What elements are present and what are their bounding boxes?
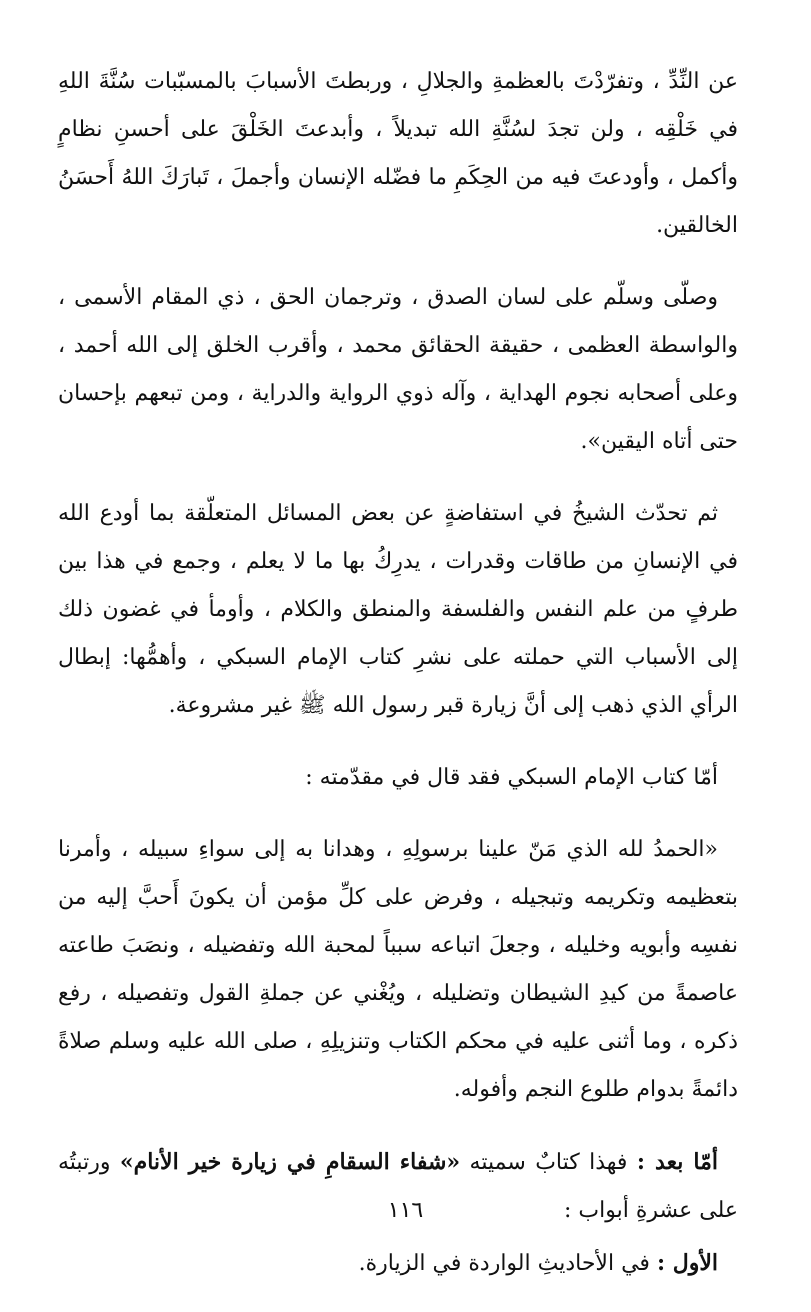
chapter-one-label: الأول : (656, 1250, 718, 1276)
amma-baad-text-1: فهذا كتابٌ سميته (460, 1150, 637, 1175)
amma-baad-text-2: ورتبتُه على عشرةِ أبواب : (58, 1150, 738, 1223)
paragraph-sheikh-discussion: ثم تحدّث الشيخُ في استفاضةٍ عن بعض المسائل المتعلّقة بما أودع الله في الإنسانِ من طاقات وقدرات ، يدرِكُ بها ما لا يعلم ، وجمع في هذا بين طرفٍ من علم النفس والفلسفة والمنطق والكلام ، وأومأ في غضون ذلك إلى الأسباب التي حملته على نشرِ كتاب الإمام السبكي ، وأهمُّها: إبطال الرأي الذي ذهب إلى أنَّ زيارة قبر رسول الله ﷺ غير مشروعة. (58, 501, 738, 718)
book-title: «شفاء السقامِ في زيارة خير الأنام» (119, 1149, 461, 1175)
paragraph-chapter-one (58, 1239, 738, 1288)
page-number: ١١٦ (387, 1198, 424, 1223)
amma-baad-lead: أمّا بعد : (636, 1149, 718, 1175)
paragraph-prophet-blessing: وصلّى وسلّم على لسان الصدق ، وترجمان الحق ، ذي المقام الأسمى ، والواسطة العظمى ، حقيقة الحقائق محمد ، وأقرب الخلق إلى الله أحمد ، وعلى أصحابه نجوم الهداية ، وآله ذوي الرواية والدراية ، ومن تبعهم بإحسان حتى أتاه اليقين». (58, 285, 738, 454)
paragraph-subki-quote: «الحمدُ لله الذي مَنّ علينا برسولِهِ ، وهدانا به إلى سواءِ سبيله ، وأمرنا بتعظيمه وتكريمه وتبجيله ، وفرض على كلِّ مؤمن أن يكونَ أَحبَّ إليه من نفسِه وأبويه وخليله ، وجعلَ اتباعه سبباً لمحبة الله وتفضيله ، ونصَبَ طاعته عاصمةً من كيدِ الشيطان وتضليله ، ويُغْني عن جملةِ القول وتفصيله ، رفع ذكره ، وما أثنى عليه في محكم الكتاب وتنزيلِهِ ، صلى الله عليه وسلم صلاةً دائمةً بدوام طلوع النجم وأفوله. (58, 837, 738, 1102)
chapter-one-text: في الأحاديثِ الواردة في الزيارة. (358, 1251, 657, 1276)
page-body (58, 58, 738, 1312)
paragraph-subki-intro: أمّا كتاب الإمام السبكي فقد قال في مقدّمته : (305, 765, 718, 790)
paragraph-opening-praise: عن النِّدِّ ، وتفرّدْتَ بالعظمةِ والجلالِ ، وربطتَ الأسبابَ بالمسبّبات سُنَّةَ اللهِ في خَلْقِه ، ولن تجدَ لسُنَّةِ الله تبديلاً ، وأبدعتَ الخَلْقَ على أحسنِ نظامٍ وأكمل ، وأودعتَ فيه من الحِكَمِ ما فضّله الإنسان وأجملَ ، تَبارَكَ اللهُ أَحسَنُ الخالقين. (58, 69, 738, 238)
